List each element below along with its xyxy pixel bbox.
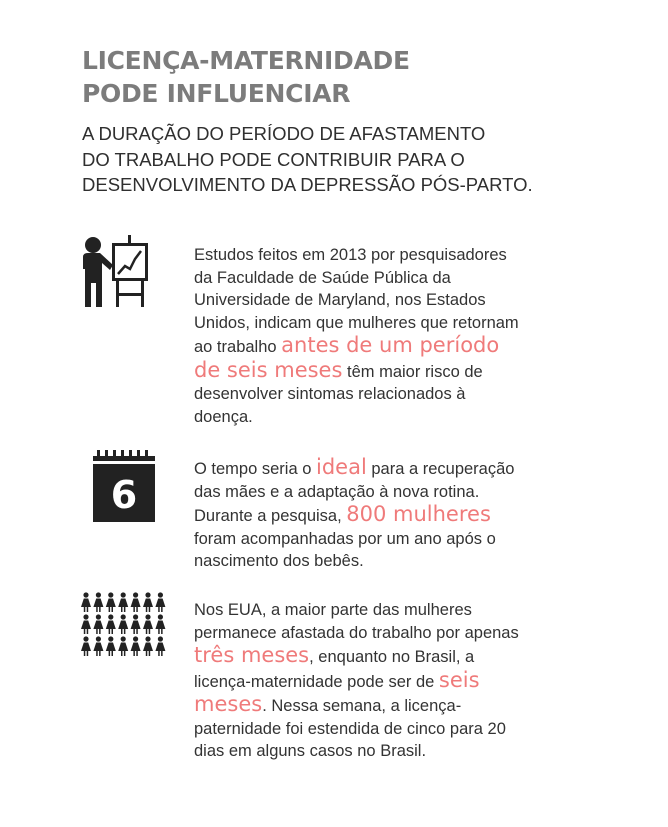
woman-figure-icon [143,614,153,634]
woman-figure-icon [155,636,165,656]
woman-figure-icon [81,592,91,612]
woman-figure-icon [81,614,91,634]
calendar-number: 6 [110,473,138,517]
section-comparison-text [194,599,524,763]
woman-figure-icon [93,636,103,656]
woman-figure-icon [81,636,91,656]
section-comparison-text-1: Nos EUA, a maior parte das mulheres permanece afastada do trabalho por apenas [194,601,519,642]
woman-figure-icon [118,592,128,612]
section-comparison-text-2: , enquanto no Brasil, a licença-maternidade pode ser de [194,648,475,691]
section-ideal-highlight-2: 800 mulheres [346,502,491,526]
page-title [82,44,410,110]
presenter-chart-icon [80,235,166,309]
woman-figure-icon [131,592,141,612]
subtitle-line-1: A DURAÇÃO DO PERÍODO DE AFASTAMENTO [82,123,486,144]
woman-figure-icon [131,636,141,656]
woman-figure-icon [106,636,116,656]
woman-figure-icon [155,592,165,612]
section-comparison-text-3: . Nessa semana, a licença-paternidade foi estendida de cinco para 20 dias em alguns casos no Brasil. [194,697,506,760]
section-ideal-text-3: foram acompanhadas por um ano após o nascimento dos bebês. [194,529,496,570]
woman-figure-icon [93,592,103,612]
calendar-icon [93,450,155,522]
subtitle-line-3: DESENVOLVIMENTO DA DEPRESSÃO PÓS-PARTO. [82,174,533,195]
title-line-2: PODE INFLUENCIAR [82,79,351,108]
section-comparison-highlight-2: seis meses [194,667,480,716]
section-ideal-text [194,456,524,573]
woman-figure-icon [93,614,103,634]
section-ideal-text-2: para a recuperação das mães e a adaptação à nova rotina. Durante a pesquisa, [194,460,515,525]
section-study-text-after: têm maior risco de desenvolver sintomas relacionados à doença. [194,362,483,426]
woman-figure-icon [106,592,116,612]
section-study-highlight: antes de um período de seis meses [194,333,500,382]
title-line-1: LICENÇA-MATERNIDADE [82,46,410,75]
section-ideal-text-1: O tempo seria o [194,460,316,478]
woman-figure-icon [131,614,141,634]
woman-figure-icon [118,636,128,656]
woman-figure-icon [143,636,153,656]
woman-figure-icon [143,592,153,612]
woman-figure-icon [106,614,116,634]
women-group-icon [80,592,168,658]
subtitle [82,121,533,198]
subtitle-line-2: DO TRABALHO PODE CONTRIBUIR PARA O [82,148,465,170]
section-ideal-highlight-1: ideal [315,455,367,479]
woman-figure-icon [118,614,128,634]
section-study-text [194,244,524,428]
section-study-text-before: Estudos feitos em 2013 por pesquisadores da Faculdade de Saúde Pública da Universidade de Maryland, nos Estados Unidos, indicam que mulheres que retornam ao trabalho [194,246,519,356]
woman-figure-icon [155,614,165,634]
section-comparison-highlight-1: três meses [194,643,310,667]
